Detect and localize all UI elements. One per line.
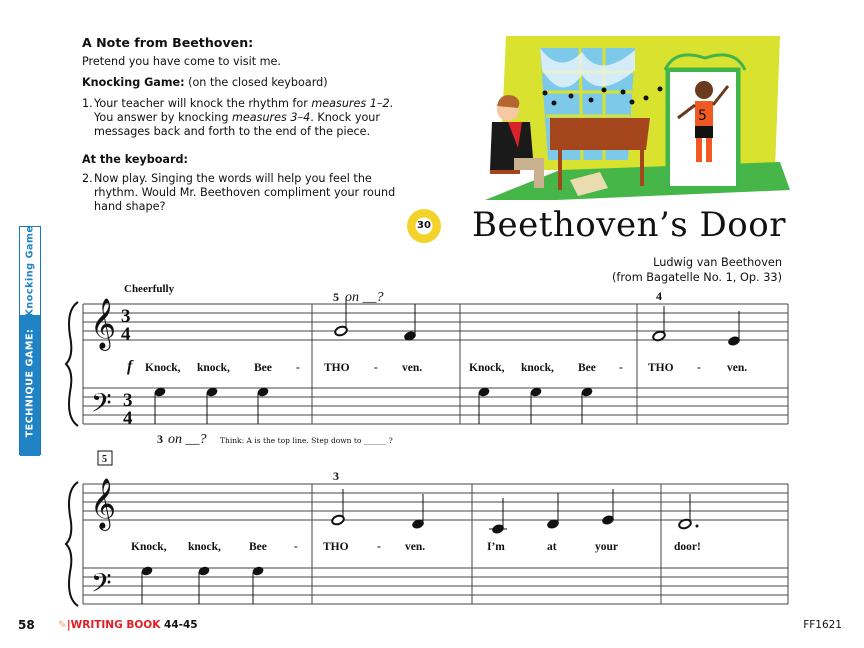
bass-staff — [83, 568, 788, 604]
intro-line: Pretend you have come to visit me. — [82, 55, 281, 68]
svg-text:THO: THO — [648, 362, 674, 374]
step-text: Now play. Singing the words will help you feel the rhythm. Would Mr. Beethoven compliment your round hand shape? — [94, 172, 396, 213]
svg-text:at: at — [547, 541, 557, 553]
svg-text:knock,: knock, — [188, 541, 221, 553]
think-hint: Think: A is the top line. Step down to ______ ? — [220, 436, 393, 445]
svg-text:4: 4 — [123, 408, 133, 429]
dot — [696, 525, 699, 528]
svg-text:I’m: I’m — [487, 541, 505, 553]
brace-icon — [66, 302, 78, 426]
svg-text:ven.: ven. — [402, 362, 423, 374]
svg-text:THO: THO — [323, 541, 349, 553]
fingering-question: on __? — [345, 290, 384, 305]
svg-text:Knock,: Knock, — [145, 362, 181, 374]
pencil-icon: ✎ — [58, 619, 67, 631]
treble-clef-icon: 𝄞 — [90, 478, 117, 529]
side-tab-game-name: Knocking Game — [24, 225, 36, 317]
piece-title: Beethoven’s Door — [472, 205, 786, 245]
svg-text:Bee: Bee — [578, 362, 596, 374]
piece-source: (from Bagatelle No. 1, Op. 33) — [612, 271, 782, 284]
page-number: 58 — [18, 618, 35, 632]
treble-staff — [83, 304, 788, 340]
svg-text:-: - — [377, 541, 381, 553]
bass-notes — [153, 386, 593, 424]
dynamic-forte: f — [127, 358, 133, 375]
svg-text:THO: THO — [324, 362, 350, 374]
svg-text:Bee: Bee — [249, 541, 267, 553]
track-number: 30 — [417, 220, 431, 231]
svg-text:Bee: Bee — [254, 362, 272, 374]
fingering-number: 5 — [333, 290, 339, 304]
bass-clef-icon: 𝄢 — [91, 387, 112, 425]
book-code: FF1621 — [803, 619, 842, 631]
step-number: 1. — [82, 97, 93, 110]
bass-clef-icon: 𝄢 — [91, 567, 112, 605]
intro-heading: A Note from Beethoven: — [82, 35, 254, 50]
lyrics-system-1 — [145, 362, 747, 374]
svg-text:your: your — [595, 541, 618, 553]
svg-text:ven.: ven. — [405, 541, 426, 553]
knocking-note: (on the closed keyboard) — [184, 76, 328, 89]
measure-number: 5 — [102, 454, 107, 465]
bass-notes — [140, 565, 264, 604]
svg-text:knock,: knock, — [521, 362, 554, 374]
svg-text:5: 5 — [698, 108, 707, 124]
treble-clef-icon: 𝄞 — [90, 298, 117, 349]
svg-text:-: - — [697, 362, 701, 374]
fingering-question: on __? — [168, 432, 207, 447]
svg-text:door!: door! — [674, 541, 701, 553]
svg-text:-: - — [294, 541, 298, 553]
svg-text:3: 3 — [121, 306, 131, 327]
lyrics-system-2 — [131, 541, 701, 553]
writing-book-label: WRITING BOOK — [70, 619, 161, 631]
side-tab-category: TECHNIQUE GAME: — [24, 328, 36, 438]
svg-text:-: - — [619, 362, 623, 374]
svg-text:3: 3 — [123, 390, 133, 411]
step-text: Your teacher will knock the rhythm for measures 1–2. You answer by knocking measures 3–4. Knock your messages back and forth to the end of the piece. — [94, 97, 394, 138]
composer-name: Ludwig van Beethoven — [653, 256, 782, 269]
treble-notes — [331, 489, 699, 535]
system-1 — [83, 304, 788, 424]
step-number: 2. — [82, 172, 93, 185]
writing-book-pages: 44-45 — [164, 619, 198, 631]
fingering-number: 4 — [656, 289, 662, 303]
fingering-number: 3 — [157, 432, 163, 446]
knocking-label: Knocking Game: — [82, 76, 185, 89]
svg-text:Knock,: Knock, — [131, 541, 167, 553]
treble-staff — [83, 484, 788, 520]
keyboard-heading: At the keyboard: — [82, 153, 188, 166]
writing-book-reference[interactable]: ✎|WRITING BOOK 44-45 — [58, 619, 198, 631]
bass-staff — [83, 388, 788, 424]
fingering-number: 3 — [333, 469, 339, 483]
svg-text:ven.: ven. — [727, 362, 748, 374]
svg-text:knock,: knock, — [197, 362, 230, 374]
svg-text:-: - — [374, 362, 378, 374]
svg-text:4: 4 — [121, 324, 131, 345]
brace-icon — [66, 482, 78, 606]
svg-text:Knock,: Knock, — [469, 362, 505, 374]
tempo-marking: Cheerfully — [124, 283, 175, 295]
svg-text:-: - — [296, 362, 300, 374]
